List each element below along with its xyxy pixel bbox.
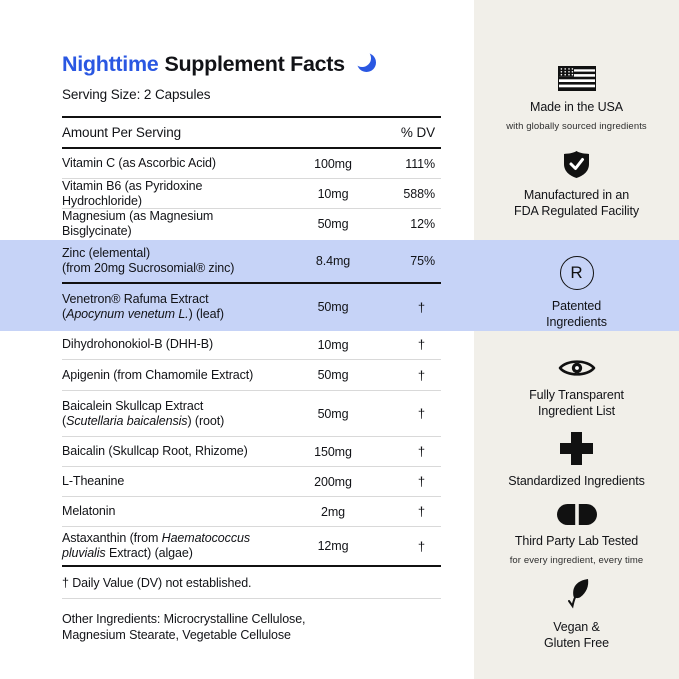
ingredient-name: Baicalin (Skullcap Root, Rhizome) [62, 444, 248, 458]
badge-lab-tested [474, 504, 679, 566]
table-row [62, 391, 441, 437]
amount-header: Amount Per Serving [62, 125, 182, 140]
badge-label: Made in the USA [530, 100, 623, 114]
eye-icon [474, 357, 679, 379]
shield-check-icon [474, 150, 679, 179]
badge-label: Vegan & Gluten Free [544, 620, 609, 650]
amount-value: 150mg [314, 444, 352, 459]
dv-value: † [417, 406, 425, 421]
dv-value: 588% [403, 186, 435, 201]
table-row [62, 330, 441, 360]
usa-flag-icon [474, 66, 679, 91]
badge-patented-ingredients [474, 256, 679, 330]
table-row [62, 179, 441, 209]
daily-value-footnote: † Daily Value (DV) not established. [62, 567, 441, 599]
registered-circle-icon: R [474, 256, 679, 290]
ingredient-name: Zinc (elemental) (from 20mg Sucrosomial® zinc) [62, 245, 235, 275]
amount-value: 8.4mg [315, 253, 351, 268]
amount-value: 10mg [317, 186, 349, 201]
table-row [62, 149, 441, 179]
table-row [62, 209, 441, 239]
table-row [62, 467, 441, 497]
dv-value: 12% [410, 217, 435, 231]
badge-made-in-usa [474, 66, 679, 132]
amount-value: 50mg [317, 217, 349, 231]
page-title [62, 49, 441, 79]
ingredient-name: Dihydrohonokiol-B (DHH-B) [62, 337, 214, 351]
table-row [62, 527, 441, 567]
table-row [62, 360, 441, 391]
ingredient-name: Magnesium (as Magnesium Bisglycinate) [62, 209, 214, 238]
table-header [62, 116, 441, 149]
ingredient-name: Apigenin (from Chamomile Extract) [62, 367, 254, 382]
plus-icon [474, 432, 679, 465]
table-row [62, 437, 441, 467]
badge-label: Fully Transparent Ingredient List [529, 388, 624, 418]
leaf-icon [474, 577, 679, 611]
serving-size: Serving Size: 2 Capsules [62, 87, 211, 102]
badge-vegan-gluten-free [474, 577, 679, 651]
amount-value: 50mg [317, 406, 349, 421]
ingredient-name: Vitamin C (as Ascorbic Acid) [62, 156, 216, 170]
badge-fda-facility [474, 150, 679, 219]
brand-name: Nighttime [62, 51, 159, 76]
table-row-highlighted [62, 239, 441, 284]
badge-subtext: for every ingredient, every time [509, 554, 644, 566]
amount-value: 100mg [314, 156, 352, 171]
dv-value: † [417, 444, 425, 459]
amount-value: 50mg [317, 300, 349, 314]
dv-value: † [417, 299, 425, 315]
badges-sidebar [474, 0, 679, 679]
badge-transparent-ingredients [474, 357, 679, 419]
other-ingredients: Other Ingredients: Microcrystalline Cellulose, Magnesium Stearate, Vegetable Cellulose [62, 612, 306, 642]
ingredient-name: Baicalein Skullcap Extract (Scutellaria baicalensis) (root) [62, 398, 225, 428]
ingredient-name: L-Theanine [62, 474, 125, 488]
badge-label: Patented Ingredients [546, 299, 607, 329]
amount-value: 50mg [317, 368, 349, 382]
badge-standardized-ingredients [474, 432, 679, 490]
facts-table [62, 116, 441, 643]
capsule-icon [474, 504, 679, 525]
dv-value: 111% [405, 156, 435, 171]
dv-value: † [417, 538, 425, 554]
ingredient-name: Vitamin B6 (as Pyridoxine Hydrochloride) [62, 178, 203, 208]
amount-value: 200mg [314, 474, 352, 489]
ingredient-name: Melatonin [62, 504, 116, 518]
dv-value: † [417, 367, 425, 383]
dv-header: % DV [400, 125, 435, 140]
title-text: Supplement Facts [164, 51, 345, 76]
dv-value: † [417, 337, 425, 352]
amount-value: 2mg [320, 504, 346, 519]
table-row [62, 497, 441, 527]
amount-value: 12mg [317, 539, 349, 553]
amount-value: 10mg [317, 337, 349, 352]
dv-value: 75% [410, 253, 435, 268]
badge-label: Standardized Ingredients [508, 474, 645, 488]
ingredient-name: Astaxanthin (from Haematococcus pluvialis Extract) (algae) [62, 531, 250, 560]
dv-value: † [417, 474, 425, 489]
moon-icon [357, 53, 376, 77]
dv-value: † [417, 504, 425, 519]
table-row-highlighted [62, 284, 441, 330]
badge-label: Manufactured in an FDA Regulated Facility [514, 188, 639, 218]
badge-subtext: with globally sourced ingredients [506, 120, 647, 132]
badge-label: Third Party Lab Tested [514, 534, 639, 548]
ingredient-name: Venetron® Rafuma Extract (Apocynum venetum L.) (leaf) [62, 292, 224, 321]
